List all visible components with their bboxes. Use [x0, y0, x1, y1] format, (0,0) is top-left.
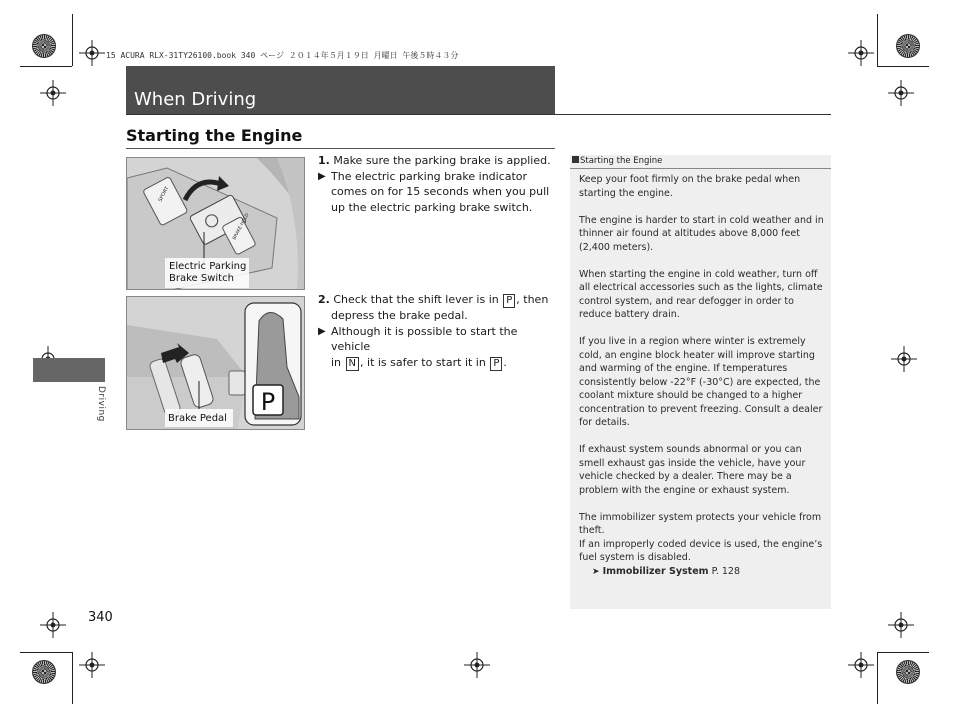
crop-mark: [877, 14, 878, 66]
registration-crosshair-icon: [40, 612, 66, 638]
reference-arrow-icon: ➤: [592, 566, 600, 577]
step-text: Make sure the parking brake is applied.: [333, 154, 551, 167]
chapter-tab-label: Driving: [96, 386, 106, 422]
brake-pedal-figure: [126, 296, 305, 430]
note-paragraph: Keep your foot firmly on the brake pedal when starting the engine.: [579, 174, 801, 199]
registration-star-icon: [896, 34, 920, 58]
reference-page: P. 128: [711, 565, 740, 577]
registration-crosshair-icon: [848, 40, 874, 66]
step-note-text: .: [503, 355, 507, 369]
section-bar: [126, 66, 555, 114]
shift-position-key: P: [490, 357, 502, 371]
crop-mark: [20, 652, 72, 653]
note-paragraph: When starting the engine in cold weather, turn off all electrical accessories such as the lights, climate control system, and rear defogger in order to reduce battery drain.: [579, 268, 823, 320]
step-number: 1.: [318, 154, 330, 167]
brake-pedal-illustration: [127, 297, 305, 430]
registration-crosshair-icon: [79, 40, 105, 66]
step-note-text: , it is safer to start it in: [360, 355, 486, 369]
crop-mark: [877, 66, 929, 67]
heading-rule: [126, 148, 555, 149]
registration-crosshair-icon: [79, 652, 105, 678]
registration-crosshair-icon: [891, 346, 917, 372]
registration-crosshair-icon: [888, 80, 914, 106]
crop-mark: [877, 652, 929, 653]
step-2: [318, 292, 558, 371]
shift-position-key: N: [346, 357, 359, 371]
parking-brake-figure: [126, 157, 305, 290]
step-text: , then: [516, 293, 549, 306]
registration-star-icon: [32, 34, 56, 58]
note-paragraph: If exhaust system sounds abnormal or you can smell exhaust gas inside the vehicle, have your vehicle checked by a dealer. There may be a problem with the engine or exhaust system.: [579, 444, 806, 496]
section-title: When Driving: [134, 89, 257, 110]
note-box: [570, 155, 831, 609]
step-note-text: in: [331, 355, 342, 369]
note-icon: [572, 156, 579, 163]
registration-crosshair-icon: [888, 612, 914, 638]
step-number: 2.: [318, 293, 330, 306]
page-heading: Starting the Engine: [126, 126, 303, 145]
step-note-line: Although it is possible to start the vehicle: [331, 324, 518, 353]
note-header: [570, 155, 831, 169]
brake-pedal-caption: Brake Pedal: [168, 413, 227, 424]
step-1: [318, 153, 558, 215]
gear-position-label: P: [260, 388, 276, 416]
registration-star-icon: [32, 660, 56, 684]
step-note: [318, 324, 558, 371]
arrow-right-icon: ▶: [318, 170, 326, 182]
step-note-line: The electric parking brake indicator: [331, 169, 528, 183]
step-note: [318, 169, 558, 216]
section-rule: [126, 114, 831, 115]
note-body: [579, 173, 825, 579]
step-text: Check that the shift lever is in: [333, 293, 499, 306]
crop-mark: [72, 14, 73, 66]
crop-mark: [20, 66, 72, 67]
cross-reference-link[interactable]: [579, 565, 825, 580]
caption-line: Electric Parking: [169, 261, 247, 272]
arrow-right-icon: ▶: [318, 325, 326, 337]
print-header: 15 ACURA RLX-31TY26100.book 340 ページ ２０１４年５月１９日 月曜日 午後５時４３分: [106, 51, 459, 60]
step-text: depress the brake pedal.: [331, 309, 468, 322]
reference-title: Immobilizer System: [602, 565, 709, 577]
note-paragraph: The engine is harder to start in cold weather and in thinner air found at altitudes above 8,000 feet (2,400 meters).: [579, 214, 824, 253]
note-paragraph: If an improperly coded device is used, the engine’s fuel system is disabled.: [579, 538, 823, 563]
page-number: 340: [88, 610, 113, 625]
note-paragraph: The immobilizer system protects your vehicle from theft.: [579, 511, 822, 536]
registration-crosshair-icon: [464, 652, 490, 678]
step-note-line: comes on for 15 seconds when you pull: [331, 185, 550, 198]
registration-crosshair-icon: [848, 652, 874, 678]
crop-mark: [877, 652, 878, 704]
chapter-tab: [33, 358, 105, 382]
parking-brake-caption: [169, 261, 246, 285]
crop-mark: [72, 652, 73, 704]
shift-position-key: P: [503, 294, 515, 308]
registration-crosshair-icon: [40, 80, 66, 106]
note-paragraph: If you live in a region where winter is extremely cold, an engine block heater will improve starting and warming of the engine. If temperatures consistently below -22°F (-30°C) are expected, the coolant mixture should be changed to a higher concentration to prevent freezing. Consult a dealer for details.: [579, 336, 823, 428]
caption-line: Brake Switch: [169, 273, 234, 284]
note-title: Starting the Engine: [580, 156, 663, 166]
brake-hold-button-label: BRAKE HOLD: [232, 212, 251, 241]
registration-star-icon: [896, 660, 920, 684]
sport-button-label: SPORT: [157, 185, 171, 203]
step-note-line: up the electric parking brake switch.: [331, 200, 533, 214]
